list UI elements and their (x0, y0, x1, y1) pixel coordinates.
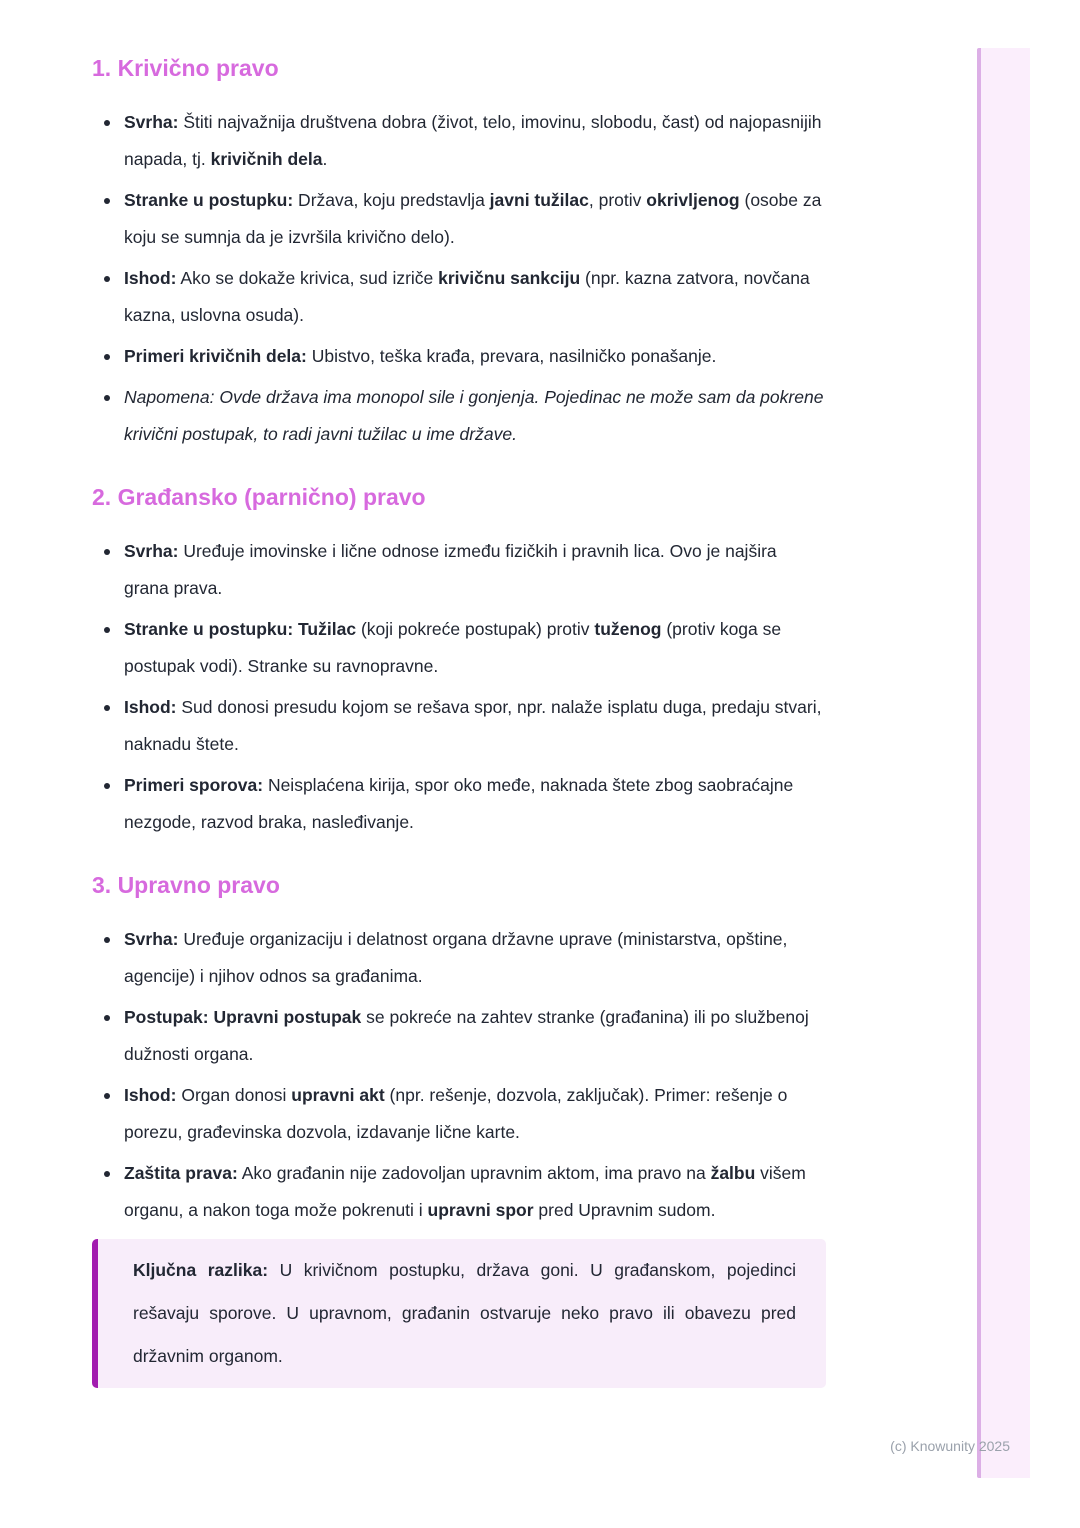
bullet-text: Ako se dokaže krivica, sud izriče (176, 268, 439, 288)
bullet-text: . (322, 149, 328, 169)
bullet-text: pred Upravnim sudom. (533, 1200, 716, 1220)
callout-text-segment: U krivičnom postupku, država goni. U građanskom, pojedinci rešavaju sporove. U upravnom, građanin ostvaruje neko pravo ili obavezu pred državnim organom. (133, 1260, 796, 1366)
bullet-item (92, 379, 826, 453)
bullet-item (92, 338, 826, 375)
bullet-text-bold: Stranke u postupku: (124, 190, 294, 210)
bullet-text: Uređuje imovinske i lične odnose između fizičkih i pravnih lica. Ovo je najšira grana prava. (124, 541, 777, 598)
bullet-text-bold: upravni akt (291, 1085, 385, 1105)
bullet-item (92, 999, 826, 1073)
bullet-text-bold: Postupak: Upravni postupak (124, 1007, 362, 1027)
bullet-item (92, 533, 826, 607)
bullet-item (92, 104, 826, 178)
bullet-text: Organ donosi (176, 1085, 292, 1105)
bullet-list (92, 104, 826, 453)
bullet-text-bold: Svrha: (124, 929, 179, 949)
bullet-item (92, 1155, 826, 1229)
bullet-item (92, 182, 826, 256)
bullet-text: Država, koju predstavlja (293, 190, 490, 210)
callout-text-bold: Ključna razlika: (133, 1260, 269, 1280)
bullet-text-bold: krivičnih dela (210, 149, 323, 169)
document-content (92, 0, 826, 1388)
bullet-text-bold: Svrha: (124, 541, 179, 561)
bullet-item (92, 1077, 826, 1151)
bullet-text-bold: upravni spor (427, 1200, 534, 1220)
bullet-text-bold: krivičnu sankciju (438, 268, 581, 288)
bullet-text-bold: tuženog (594, 619, 662, 639)
bullet-text-bold: Primeri krivičnih dela: (124, 346, 307, 366)
section-heading: 3. Upravno pravo (92, 872, 280, 898)
bullet-text: Ako građanin nije zadovoljan upravnim aktom, ima pravo na (237, 1163, 711, 1183)
bullet-text: Štiti najvažnija društvena dobra (život, telo, imovinu, slobodu, čast) od najopasnijih napada, tj. (124, 112, 822, 169)
bullet-text: višem organu, a nakon toga može pokrenuti i (124, 1163, 806, 1220)
bullet-text: (osobe za koju se sumnja da je izvršila krivično delo). (124, 190, 822, 247)
bullet-text: (npr. kazna zatvora, novčana kazna, uslovna osuda). (124, 268, 810, 325)
bullet-item (92, 921, 826, 995)
bullet-text-bold: Zaštita prava: (124, 1163, 238, 1183)
law-section-3 (92, 871, 826, 1229)
bullet-list (92, 921, 826, 1229)
bullet-text-bold: žalbu (710, 1163, 756, 1183)
bullet-text: Napomena: Ovde država ima monopol sile i gonjenja. Pojedinac ne može sam da pokrene krivični postupak, to radi javni tužilac u ime države. (124, 387, 824, 444)
key-difference-callout (92, 1239, 826, 1388)
bullet-text: (npr. rešenje, dozvola, zaključak). Primer: rešenje o porezu, građevinska dozvola, izdavanje lične karte. (124, 1085, 788, 1142)
bullet-text: se pokreće na zahtev stranke (građanina) ili po službenoj dužnosti organa. (124, 1007, 809, 1064)
bullet-text: (koji pokreće postupak) protiv (356, 619, 595, 639)
bullet-text: Sud donosi presudu kojom se rešava spor, npr. nalaže isplatu duga, predaju stvari, naknadu štete. (124, 697, 822, 754)
bullet-text: (protiv koga se postupak vodi). Stranke su ravnopravne. (124, 619, 782, 676)
section-heading: 1. Krivično pravo (92, 55, 279, 81)
section-heading: 2. Građansko (parnično) pravo (92, 484, 426, 510)
bullet-text: Neisplaćena kirija, spor oko međe, naknada štete zbog saobraćajne nezgode, razvod braka, nasleđivanje. (124, 775, 794, 832)
sections (92, 54, 826, 1229)
callout-text (133, 1249, 796, 1378)
bullet-text: Uređuje organizaciju i delatnost organa državne uprave (ministarstva, opštine, agencije) i njihov odnos sa građanima. (124, 929, 788, 986)
law-section-1 (92, 54, 826, 453)
bullet-text: Ubistvo, teška krađa, prevara, nasilničko ponašanje. (306, 346, 717, 366)
bullet-list (92, 533, 826, 841)
bullet-text-bold: okrivljenog (646, 190, 740, 210)
bullet-text-bold: Ishod: (124, 1085, 177, 1105)
copyright-footer: (c) Knowunity 2025 (890, 1438, 1010, 1454)
bullet-item (92, 767, 826, 841)
page-edge-strip (977, 48, 1030, 1478)
bullet-item (92, 260, 826, 334)
bullet-text-bold: Ishod: (124, 268, 177, 288)
bullet-text-bold: Stranke u postupku: Tužilac (124, 619, 357, 639)
bullet-text-bold: Primeri sporova: (124, 775, 264, 795)
bullet-item (92, 611, 826, 685)
bullet-text-bold: Svrha: (124, 112, 179, 132)
bullet-text: , protiv (588, 190, 647, 210)
bullet-text-bold: Ishod: (124, 697, 177, 717)
bullet-item (92, 689, 826, 763)
law-section-2 (92, 483, 826, 841)
bullet-text-bold: javni tužilac (489, 190, 589, 210)
